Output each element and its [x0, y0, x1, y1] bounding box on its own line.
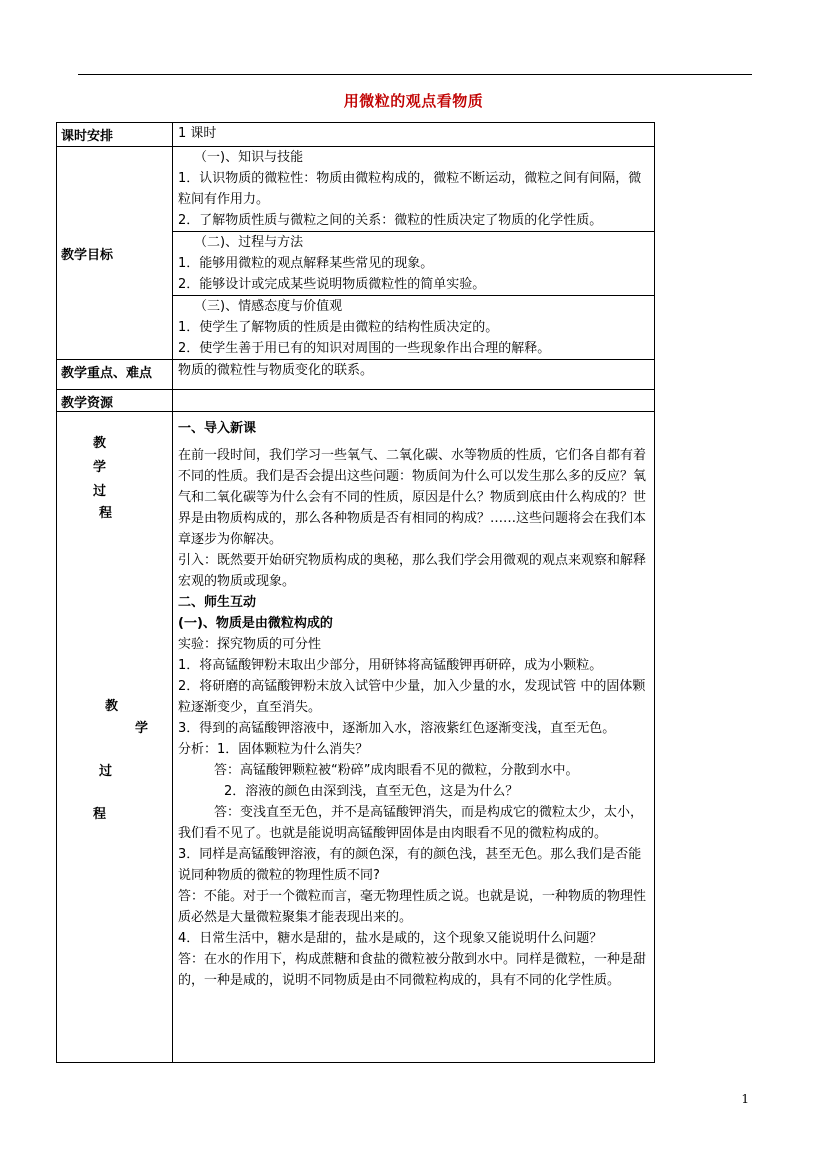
- paragraph: 3．得到的高锰酸钾溶液中，逐渐加入水，溶液紫红色逐渐变浅，直至无色。: [178, 721, 616, 736]
- label-resources: 教学资源: [57, 390, 173, 412]
- goal-item: 1．能够用微粒的观点解释某些常见的现象。: [178, 256, 434, 271]
- paragraph: 实验：探究物质的可分性: [178, 637, 322, 652]
- goal-item: 1．认识物质的微粒性：物质由微粒构成的，微粒不断运动，微粒之间有间隔，微粒间有作用力。: [178, 171, 642, 207]
- row-goals: [57, 147, 655, 360]
- goal-item: 2．能够设计或完成某些说明物质微粒性的简单实验。: [178, 277, 486, 292]
- paragraph: 引入：既然要开始研究物质构成的奥秘，那么我们学会用微观的观点来观察和解释宏观的物质或现象。: [178, 553, 647, 589]
- row-resources: [57, 390, 655, 412]
- paragraph: 答：高锰酸钾颗粒被“粉碎”成肉眼看不见的微粒，分散到水中。: [214, 763, 579, 778]
- paragraph: 2．将研磨的高锰酸钾粉末放入试管中少量，加入少量的水，发现试管 中的固体颗粒逐渐变少，直至消失。: [178, 679, 646, 715]
- value-resources: [173, 390, 655, 412]
- label-goals: 教学目标: [57, 147, 173, 360]
- goal-section-2: [173, 231, 654, 295]
- label-schedule: 课时安排: [57, 123, 173, 147]
- process-label-char: 程: [99, 506, 113, 521]
- section-heading: 二、师生互动: [178, 595, 257, 610]
- goal-section-heading: （一)、知识与技能: [194, 150, 304, 165]
- process-label-char: 程: [93, 807, 107, 822]
- paragraph: 3．同样是高锰酸钾溶液，有的颜色深，有的颜色浅，甚至无色。那么我们是否能说同种物质的微粒的物理性质不同?: [178, 847, 642, 883]
- paragraph: 答：不能。对于一个微粒而言，毫无物理性质之说。也就是说，一种物质的物理性质必然是大量微粒聚集才能表现出来的。: [178, 889, 647, 925]
- paragraph: 1．将高锰酸钾粉末取出少部分，用研钵将高锰酸钾再研碎，成为小颗粒。: [178, 658, 603, 673]
- label-key-points: 教学重点、难点: [57, 360, 173, 390]
- paragraph: 4．日常生活中，糖水是甜的，盐水是咸的，这个现象又能说明什么问题？: [178, 931, 603, 946]
- goal-section-3: [173, 295, 654, 359]
- goal-item: 2．使学生善于用已有的知识对周围的一些现象作出合理的解释。: [178, 341, 551, 356]
- page-number: 1: [741, 1092, 749, 1106]
- value-goals: [173, 147, 655, 360]
- process-label-char: 教: [105, 699, 119, 714]
- row-process: [57, 412, 655, 1063]
- value-process: [173, 412, 655, 1063]
- process-label-char: 过: [93, 484, 107, 499]
- row-key-points: [57, 360, 655, 390]
- goal-item: 1．使学生了解物质的性质是由微粒的结构性质决定的。: [178, 320, 499, 335]
- row-schedule: [57, 123, 655, 147]
- header-rule: [78, 74, 752, 75]
- goal-section-1: [178, 147, 650, 231]
- paragraph: 答：变浅直至无色，并不是高锰酸钾消失，而是构成它的微粒太少，太小，我们看不见了。也就是能说明高锰酸钾固体是由肉眼看不见的微粒构成的。: [178, 805, 644, 841]
- paragraph: 2．溶液的颜色由深到浅，直至无色，这是为什么？: [224, 784, 519, 799]
- goal-item: 2．了解物质性质与微粒之间的关系：微粒的性质决定了物质的化学性质。: [178, 213, 603, 228]
- goal-section-heading: （三)、情感态度与价值观: [194, 299, 343, 314]
- process-label-char: 学: [93, 460, 107, 475]
- value-key-points: 物质的微粒性与物质变化的联系。: [173, 360, 655, 390]
- lesson-plan-table: [56, 122, 655, 1063]
- process-label-char: 学: [135, 721, 149, 736]
- paragraph: 分析：1．固体颗粒为什么消失？: [178, 742, 369, 757]
- value-schedule: 1 课时: [173, 123, 655, 147]
- label-process: [57, 412, 173, 1063]
- section-heading: 一、导入新课: [178, 421, 257, 436]
- paragraph: 在前一段时间，我们学习一些氧气、二氧化碳、水等物质的性质，它们各自都有着不同的性质。我们是否会提出这些问题：物质间为什么可以发生那么多的反应？氧气和二氧化碳等为什么会有不同的性质，原因是什么？物质到底由什么构成的？世界是由物质构成的，那么各种物质是否有相同的构成？……这些问题将会在我们本章逐步为你解决。: [178, 448, 647, 547]
- page-title: 用微粒的观点看物质: [343, 92, 484, 110]
- process-label-char: 过: [99, 764, 113, 779]
- paragraph: 答：在水的作用下，构成蔗糖和食盐的微粒被分散到水中。同样是微粒，一种是甜的，一种是咸的，说明不同物质是由不同微粒构成的，具有不同的化学性质。: [178, 952, 647, 988]
- process-label-char: 教: [93, 436, 107, 451]
- subsection-heading: (一)、物质是由微粒构成的: [178, 616, 333, 631]
- goal-section-heading: （二)、过程与方法: [194, 235, 304, 250]
